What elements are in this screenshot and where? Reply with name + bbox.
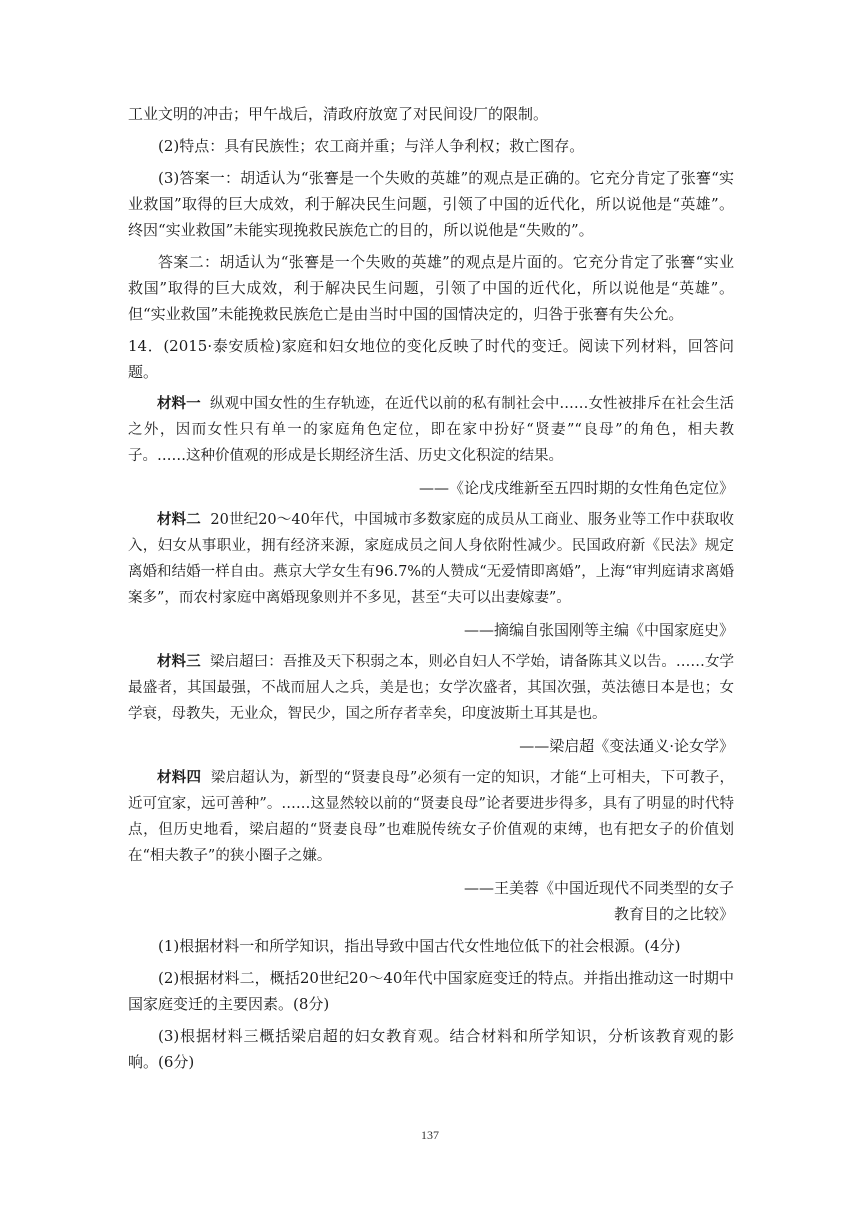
question-14-stem [128, 333, 734, 385]
page-number: 137 [421, 1128, 439, 1142]
sub-question-3: (3)根据材料三概括梁启超的妇女教育观。结合材料和所学知识，分析该教育观的影响。(6分) [128, 1027, 734, 1071]
paragraph: 工业文明的冲击；甲午战后，清政府放宽了对民间设厂的限制。 [128, 105, 549, 123]
material-text: 梁启超认为，新型的“贤妻良母”必须有一定的知识，才能“上可相夫，下可教子，近可宜家，远可善种”。……这显然较以前的“贤妻良母”论者要进步得多，具有了明显的时代特点，但历史地看，梁启超的“贤妻良母”也难脱传统女子价值观的束缚，也有把女子的价值划在“相夫教子”的狭小圈子之嫌。 [128, 770, 735, 864]
paragraph: 答案二：胡适认为“张謇是一个失败的英雄”的观点是片面的。它充分肯定了张謇“实业救国”取得的巨大成效，利于解决民生问题，引领了中国的近代化，所以说他是“英雄”。但“实业救国”未能挽救民族危亡是由当时中国的国情决定的，归咎于张謇有失公允。 [128, 253, 734, 323]
material-label: 材料二 [157, 511, 201, 528]
material-4 [128, 765, 734, 869]
material-2 [128, 507, 734, 611]
paragraph: (2)特点：具有民族性；农工商并重；与洋人争利权；救亡图存。 [158, 137, 585, 155]
material-source [128, 875, 734, 927]
page-content [128, 101, 734, 1081]
material-3 [128, 649, 734, 727]
material-source-line: 教育目的之比较》 [613, 905, 734, 923]
material-1 [128, 391, 734, 469]
material-source: ——摘编自张国刚等主编《中国家庭史》 [463, 621, 734, 639]
material-text: 20世纪20～40年代，中国城市多数家庭的成员从工商业、服务业等工作中获取收入，妇女从事职业，拥有经济来源，家庭成员之间人身依附性减少。民国政府新《民法》规定离婚和结婚一样自由。燕京大学女生有96.7%的人赞成“无爱情即离婚”，上海“审判庭请求离婚案多”，而农村家庭中离婚现象则并不多见，甚至“夫可以出妻嫁妻”。 [128, 512, 735, 606]
sub-question-2: (2)根据材料二，概括20世纪20～40年代中国家庭变迁的特点。并指出推动这一时期中国家庭变迁的主要因素。(8分) [128, 969, 734, 1013]
question-14-prefix: 14．(2015· [128, 337, 213, 355]
question-14-text: )家庭和妇女地位的变化反映了时代的变迁。阅读下列材料，回答问题。 [128, 337, 734, 381]
paragraph: (3)答案一：胡适认为“张謇是一个失败的英雄”的观点是正确的。它充分肯定了张謇“实业救国”取得的巨大成效，利于解决民生问题，引领了中国的近代化，所以说他是“英雄”。终因“实业救国”未能实现挽救民族危亡的目的，所以说他是“失败的”。 [128, 169, 734, 239]
material-label: 材料四 [157, 769, 202, 786]
material-label: 材料三 [157, 653, 201, 670]
sub-question-1: (1)根据材料一和所学知识，指出导致中国古代女性地位低下的社会根源。(4分) [158, 937, 681, 955]
material-source: ——《论戊戌维新至五四时期的女性角色定位》 [418, 479, 734, 497]
material-source: ——梁启超《变法通义·论女学》 [519, 737, 734, 755]
material-text: 纵观中国女性的生存轨迹，在近代以前的私有制社会中……女性被排斥在社会生活之外，因而女性只有单一的家庭角色定位，即在家中扮好“贤妻”“良母”的角色，相夫教子。……这种价值观的形成是长期经济生活、历史文化积淀的结果。 [128, 396, 735, 464]
material-text: 梁启超曰：吾推及天下积弱之本，则必自妇人不学始，请备陈其义以告。……女学最盛者，其国最强，不战而屈人之兵，美是也；女学次盛者，其国次强，英法德日本是也；女学衰，母教失，无业众，智民少，国之所存者幸矣，印度波斯土耳其是也。 [128, 654, 735, 722]
material-source-line: ——王美蓉《中国近现代不同类型的女子 [463, 879, 734, 897]
question-14-source-highlight: 泰安质检 [212, 337, 276, 355]
material-label: 材料一 [157, 395, 201, 412]
